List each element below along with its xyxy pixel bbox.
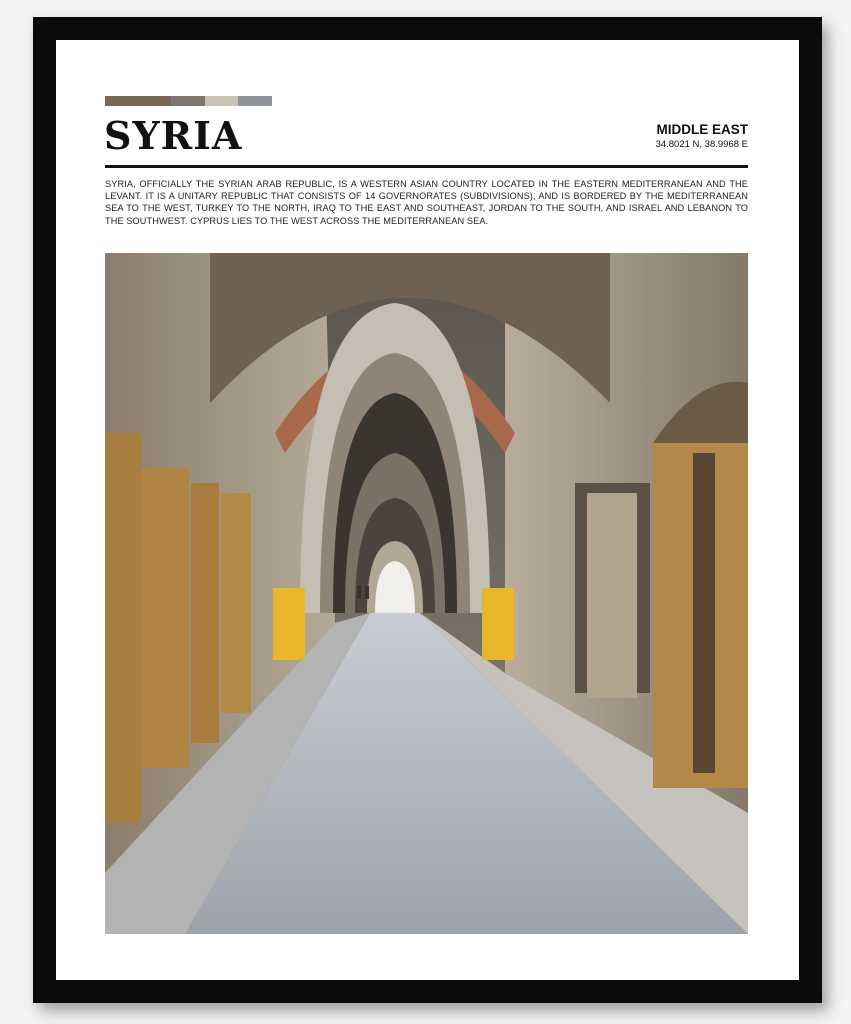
photo-illustration <box>105 253 748 934</box>
swatch <box>238 96 272 106</box>
swatch <box>105 96 171 106</box>
location-block <box>656 122 748 152</box>
swatch <box>171 96 205 106</box>
souq-arcade-photo <box>105 253 748 934</box>
coordinates: 34.8021 N, 38.9968 E <box>655 139 748 150</box>
description: SYRIA, OFFICIALLY THE SYRIAN ARAB REPUBLIC, IS A WESTERN ASIAN COUNTRY LOCATED IN THE EASTERN MEDITERRANEAN AND THE LEVANT. IT IS A UNITARY REPUBLIC THAT CONSISTS OF 14 GOVERNORATES (SUBDIVISIONS), AND IS BORDERED BY THE MEDITERRANEAN SEA TO THE WEST, TURKEY TO THE NORTH, IRAQ TO THE EAST AND SOUTHEAST, JORDAN TO THE SOUTH, AND ISRAEL AND LEBANON TO THE SOUTHWEST. CYPRUS LIES TO THE WEST ACROSS THE MEDITERRANEAN SEA. <box>105 179 748 226</box>
divider <box>105 165 748 168</box>
region-name: MIDDLE EAST <box>656 122 748 137</box>
color-palette <box>105 96 272 106</box>
swatch <box>205 96 238 106</box>
poster-title: SYRIA <box>104 113 243 158</box>
